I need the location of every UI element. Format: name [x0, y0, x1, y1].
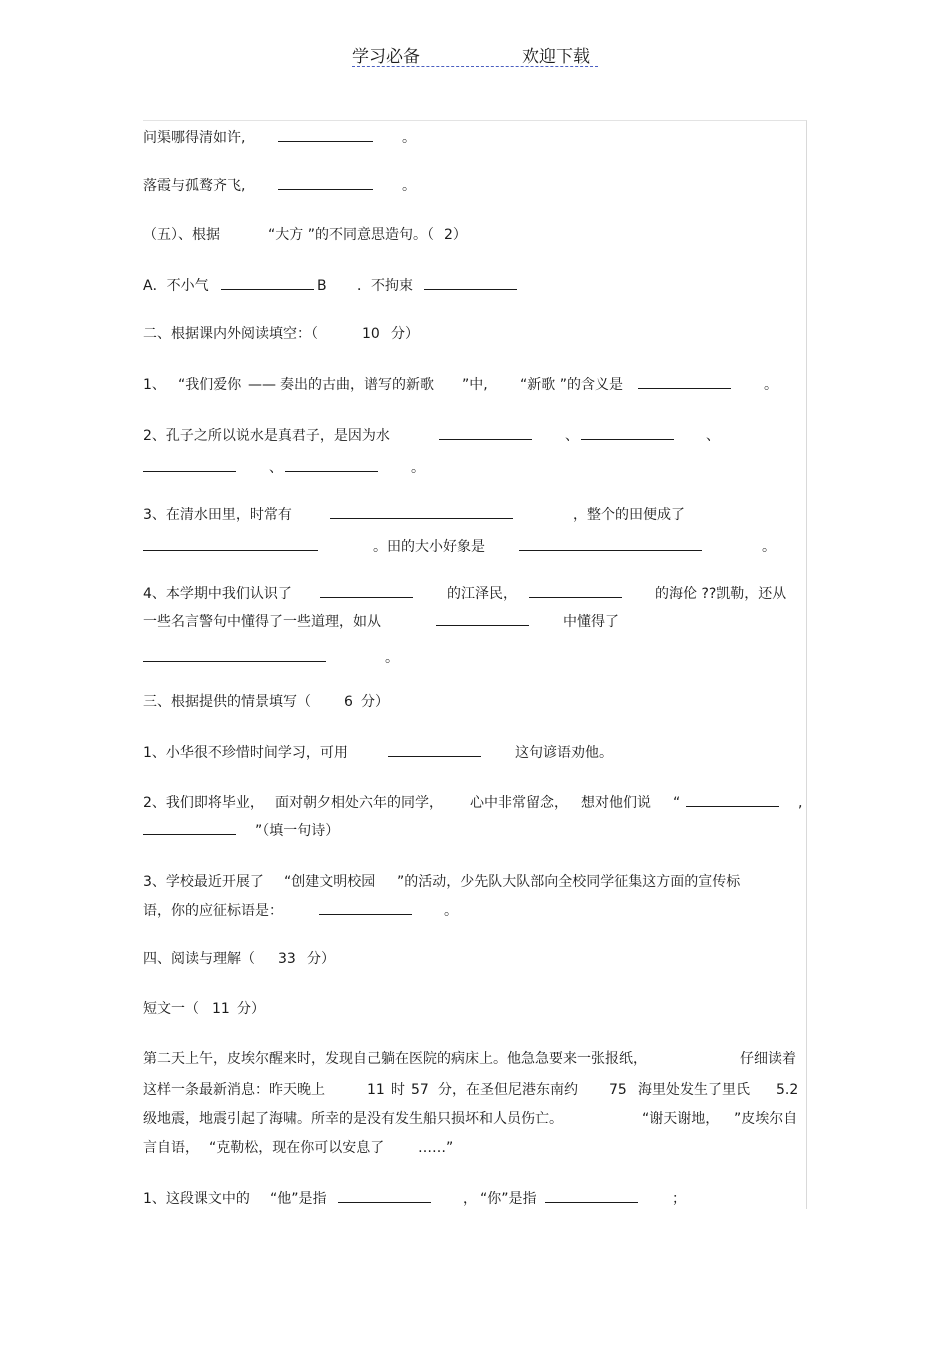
answer-blank-line [439, 427, 532, 440]
text-segment: “ [673, 795, 681, 811]
answer-blank-line [278, 177, 373, 190]
text-segment: 6 [344, 694, 353, 710]
text-segment: 二、根据课内外阅读填空：（ [143, 326, 318, 342]
answer-blank-line [436, 613, 529, 626]
text-segment: 1、小华很不珍惜时间学习，可用 [143, 745, 348, 761]
answer-blank [143, 538, 318, 556]
header-right-text: 欢迎下载 [522, 47, 590, 67]
text-segment: 奏出的古曲，谱写的新歌 [280, 377, 434, 393]
answer-blank-line [221, 277, 314, 290]
text-segment: ”皮埃尔自 [734, 1111, 798, 1127]
answer-blank [143, 649, 326, 667]
text-segment: “创建文明校园 [284, 874, 376, 890]
answer-blank-line [519, 538, 702, 551]
answer-blank [439, 427, 532, 445]
answer-blank [529, 585, 622, 603]
answer-blank [686, 794, 779, 812]
text-segment: 第二天上午，皮埃尔醒来时，发现自己躺在医院的病床上。他急急要来一张报纸， [143, 1051, 647, 1067]
answer-blank-line [330, 506, 513, 519]
answer-blank-line [319, 902, 412, 915]
text-segment: ”（填一句诗） [255, 823, 340, 839]
text-segment: 3、学校最近开展了 [143, 874, 264, 890]
answer-blank-line [143, 538, 318, 551]
text-segment: 心中非常留念， [470, 795, 568, 811]
text-segment: “他”是指 [270, 1191, 327, 1207]
text-segment: 。 [385, 650, 399, 666]
answer-blank [436, 613, 529, 631]
text-segment: 一些名言警句中懂得了一些道理，如从 [143, 614, 381, 630]
answer-blank-line [143, 459, 236, 472]
text-segment: 5.2 [776, 1082, 799, 1098]
text-segment: 时 [391, 1082, 405, 1098]
text-segment: 、 [565, 428, 579, 444]
text-segment: “你”是指 [480, 1191, 537, 1207]
text-segment: 3、在清水田里，时常有 [143, 507, 292, 523]
text-segment: 2、我们即将毕业， [143, 795, 264, 811]
text-segment: 4、本学期中我们认识了 [143, 586, 292, 602]
text-segment: 、 [269, 460, 283, 476]
answer-blank [330, 506, 513, 524]
text-segment: 分） [391, 326, 419, 342]
text-segment: 分） [307, 951, 335, 967]
text-segment: 语，你的应征标语是： [143, 903, 283, 919]
text-segment: “谢天谢地， [642, 1111, 720, 1127]
answer-blank [519, 538, 702, 556]
text-segment: 11 [212, 1001, 230, 1017]
text-segment: 落霞与孤鹜齐飞, [143, 178, 246, 194]
text-segment: 分） [237, 1001, 265, 1017]
text-segment: 的海伦 ??凯勒，还从 [655, 586, 787, 602]
answer-blank [285, 459, 378, 477]
answer-blank [319, 902, 412, 920]
answer-blank-line [320, 585, 413, 598]
text-segment: B [317, 278, 327, 294]
text-segment: 面对朝夕相处六年的同学， [275, 795, 443, 811]
text-segment: 2） [444, 227, 467, 243]
text-segment: （五）、根据 [143, 227, 220, 243]
text-segment: 10 [362, 326, 380, 342]
text-segment: 。 [402, 178, 416, 194]
answer-blank-line [278, 129, 373, 142]
answer-blank-line [338, 1190, 431, 1203]
text-segment: , [798, 795, 803, 811]
answer-blank [388, 744, 481, 762]
answer-blank [278, 129, 373, 147]
text-segment: 。 [444, 903, 458, 919]
text-segment: 问渠哪得清如许, [143, 130, 246, 146]
answer-blank [424, 277, 517, 295]
answer-blank-line [143, 649, 326, 662]
answer-blank-line [424, 277, 517, 290]
answer-blank [278, 177, 373, 195]
text-segment: 这句谚语劝他。 [515, 745, 613, 761]
text-segment: ．不拘束 [357, 278, 413, 294]
text-segment: 。 [762, 539, 776, 555]
text-segment: 1、 [143, 377, 166, 393]
text-segment: 33 [278, 951, 296, 967]
answer-blank [581, 427, 674, 445]
answer-blank [221, 277, 314, 295]
text-segment: “大方 ”的不同意思造句。（ [268, 227, 434, 243]
answer-blank-line [545, 1190, 638, 1203]
text-segment: “我们爱你 [178, 377, 242, 393]
text-segment: 分，在圣但尼港东南约 [438, 1082, 578, 1098]
answer-blank [143, 822, 236, 840]
text-segment: 短文一（ [143, 1001, 199, 1017]
text-segment: ”的活动，少先队大队部向全校同学征集这方面的宣传标 [397, 874, 741, 890]
answer-blank-line [638, 376, 731, 389]
answer-blank [338, 1190, 431, 1208]
page-header [352, 42, 598, 67]
text-segment: “新歌 ”的含义是 [520, 377, 623, 393]
text-segment: 四、阅读与理解（ [143, 951, 255, 967]
answer-blank [638, 376, 731, 394]
text-segment: ， [463, 1191, 477, 1207]
text-segment: 级地震，地震引起了海啸。所幸的是没有发生船只损坏和人员伤亡。 [143, 1111, 563, 1127]
text-segment: ，整个的田便成了 [573, 507, 685, 523]
text-segment: 。 [411, 460, 425, 476]
answer-blank [143, 459, 236, 477]
text-segment: 11 [367, 1082, 385, 1098]
text-segment: 仔细读着 [740, 1051, 796, 1067]
text-segment: 1、这段课文中的 [143, 1191, 250, 1207]
answer-blank [545, 1190, 638, 1208]
answer-blank [320, 585, 413, 603]
text-segment: 的江泽民， [447, 586, 517, 602]
text-segment: 。 [764, 377, 778, 393]
text-segment: 2、孔子之所以说水是真君子，是因为水 [143, 428, 390, 444]
text-segment: “克勒松，现在你可以安息了 [209, 1140, 385, 1156]
text-segment: 75 [609, 1082, 627, 1098]
text-segment: 57 [411, 1082, 429, 1098]
text-segment: 。 [402, 130, 416, 146]
text-segment: 想对他们说 [581, 795, 651, 811]
answer-blank-line [143, 822, 236, 835]
text-segment: 三、根据提供的情景填写（ [143, 694, 311, 710]
text-segment: A．不小气 [143, 278, 209, 294]
answer-blank-line [581, 427, 674, 440]
answer-blank-line [285, 459, 378, 472]
answer-blank-line [529, 585, 622, 598]
text-segment: 海里处发生了里氏 [638, 1082, 750, 1098]
text-segment: ”中, [462, 377, 488, 393]
text-segment: 这样一条最新消息：昨天晚上 [143, 1082, 325, 1098]
text-segment: 中懂得了 [563, 614, 619, 630]
text-segment: 言自语， [143, 1140, 199, 1156]
answer-blank-line [686, 794, 779, 807]
text-segment: ……” [418, 1140, 454, 1156]
answer-blank-line [388, 744, 481, 757]
text-segment: 。田的大小好象是 [373, 539, 485, 555]
text-segment: 分） [361, 694, 389, 710]
header-left-text: 学习必备 [352, 47, 420, 67]
text-segment: 、 [706, 428, 720, 444]
text-segment: ； [672, 1191, 686, 1207]
text-segment: —— [248, 377, 276, 393]
